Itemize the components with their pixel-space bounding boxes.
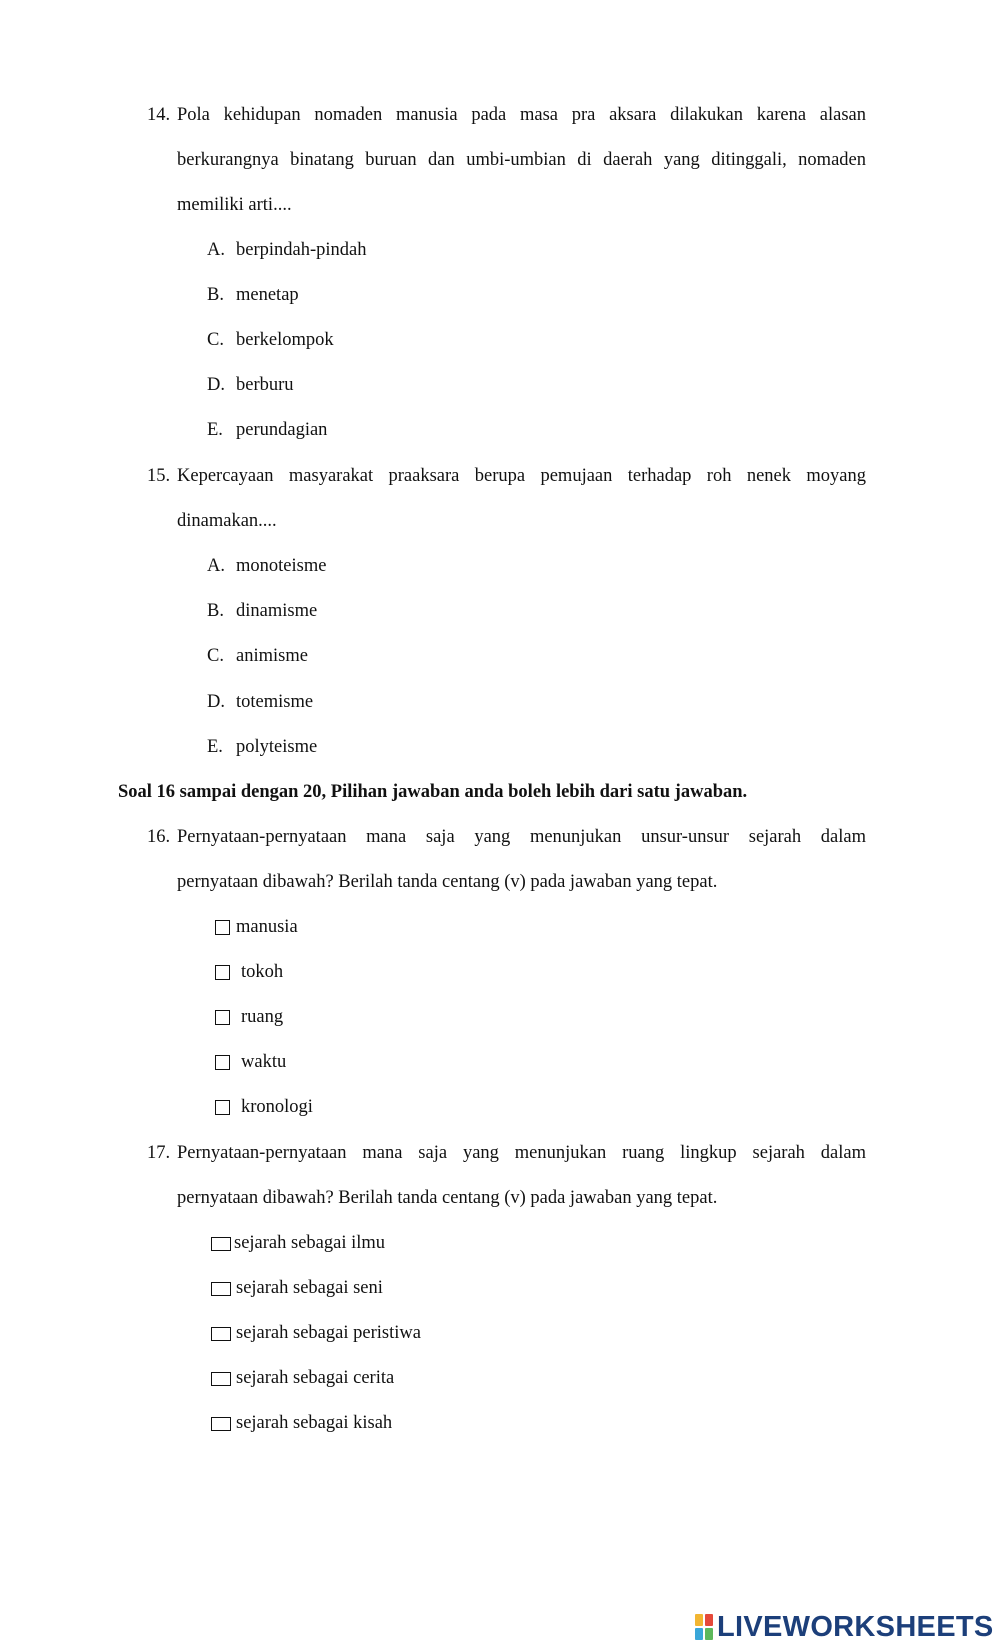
question-text-line: Pernyataan-pernyataan mana saja yang menunjukan ruang lingkup sejarah dalam xyxy=(177,1143,866,1163)
option-letter: E. xyxy=(207,737,223,757)
option-letter: A. xyxy=(207,240,225,260)
logo-tile xyxy=(695,1614,703,1626)
option-c[interactable]: berkelompok xyxy=(236,330,334,350)
question-text-line: berkurangnya binatang buruan dan umbi-umbian di daerah yang ditinggali, nomaden xyxy=(177,150,866,170)
checkbox[interactable] xyxy=(211,1372,231,1386)
logo-tile xyxy=(705,1614,713,1626)
logo-icon xyxy=(695,1614,713,1640)
checkbox-label: sejarah sebagai ilmu xyxy=(234,1233,386,1253)
question-text-line: Pola kehidupan nomaden manusia pada masa pra aksara dilakukan karena alasan xyxy=(177,105,866,125)
checkbox[interactable] xyxy=(215,1010,230,1025)
option-b[interactable]: menetap xyxy=(236,285,299,305)
checkbox[interactable] xyxy=(211,1417,231,1431)
question-number: 15. xyxy=(147,466,171,486)
checkbox[interactable] xyxy=(215,920,230,935)
liveworksheets-logo xyxy=(695,1612,994,1642)
option-b[interactable]: dinamisme xyxy=(236,601,318,621)
option-a[interactable]: berpindah-pindah xyxy=(236,240,367,260)
option-e[interactable]: polyteisme xyxy=(236,737,318,757)
checkbox[interactable] xyxy=(215,965,230,980)
checkbox-label: ruang xyxy=(241,1007,284,1027)
question-text-line: Kepercayaan masyarakat praaksara berupa pemujaan terhadap roh nenek moyang xyxy=(177,466,866,486)
checkbox-label: manusia xyxy=(236,917,298,937)
checkbox-label: sejarah sebagai cerita xyxy=(236,1368,395,1388)
question-text-line: memiliki arti.... xyxy=(177,195,292,215)
question-text-line: dinamakan.... xyxy=(177,511,277,531)
checkbox[interactable] xyxy=(215,1055,230,1070)
question-number: 14. xyxy=(147,105,171,125)
option-letter: B. xyxy=(207,285,224,305)
option-letter: E. xyxy=(207,420,223,440)
checkbox-label: sejarah sebagai seni xyxy=(236,1278,383,1298)
checkbox-label: waktu xyxy=(241,1052,287,1072)
option-letter: D. xyxy=(207,375,225,395)
option-d[interactable]: berburu xyxy=(236,375,294,395)
option-c[interactable]: animisme xyxy=(236,646,308,666)
option-letter: C. xyxy=(207,646,224,666)
option-a[interactable]: monoteisme xyxy=(236,556,327,576)
checkbox-label: sejarah sebagai kisah xyxy=(236,1413,393,1433)
question-number: 17. xyxy=(147,1143,171,1163)
checkbox[interactable] xyxy=(211,1282,231,1296)
checkbox-label: tokoh xyxy=(241,962,284,982)
section-heading: Soal 16 sampai dengan 20, Pilihan jawaban anda boleh lebih dari satu jawaban. xyxy=(118,782,748,802)
option-letter: B. xyxy=(207,601,224,621)
question-text-line: pernyataan dibawah? Berilah tanda centang (v) pada jawaban yang tepat. xyxy=(177,872,718,892)
question-number: 16. xyxy=(147,827,171,847)
logo-tile xyxy=(695,1628,703,1640)
option-d[interactable]: totemisme xyxy=(236,692,314,712)
option-letter: A. xyxy=(207,556,225,576)
option-letter: C. xyxy=(207,330,224,350)
checkbox[interactable] xyxy=(211,1327,231,1341)
checkbox-label: sejarah sebagai peristiwa xyxy=(236,1323,421,1343)
checkbox[interactable] xyxy=(215,1100,230,1115)
option-letter: D. xyxy=(207,692,225,712)
question-text-line: pernyataan dibawah? Berilah tanda centang (v) pada jawaban yang tepat. xyxy=(177,1188,718,1208)
checkbox-label: kronologi xyxy=(241,1097,313,1117)
brand-text: LIVEWORKSHEETS xyxy=(717,1610,994,1643)
logo-tile xyxy=(705,1628,713,1640)
question-text-line: Pernyataan-pernyataan mana saja yang menunjukan unsur-unsur sejarah dalam xyxy=(177,827,866,847)
option-e[interactable]: perundagian xyxy=(236,420,328,440)
checkbox[interactable] xyxy=(211,1237,231,1251)
